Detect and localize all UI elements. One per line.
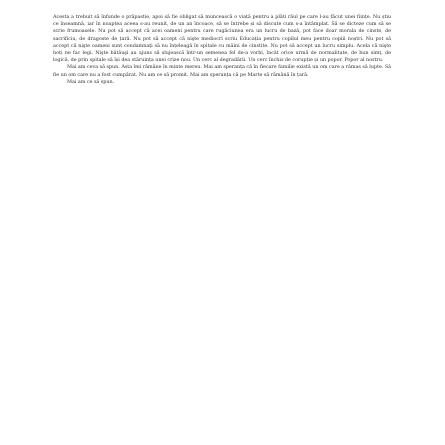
paragraph-1: Acesta a trebuit să înfunde o prăpastie, apoi să fie obligat să muncească o viață pentru a plăti răul pe care l-au făcut unei ființe. Nu știu ce înseamnă, iar în noaptea aceea s-au reunit, de un an încoace, să se întrebe și să discute cum s-a întâmplat. Să se dicteze cum să se scrie frumoasele. Nu pot să accept că acei oameni pentru care rugăciunea era un lucru de bază, pot face doar morala de cinste, de sacrificiu, de dragoste de țară. Nu pot să accept că nişte mediocri scriu Educația pentru copilul meu pentru copiii noștri. Nu pot să accept că nişte oameni sunt condamnați să nu înțeleagă în spitale cu mâini de cinstite. Nu pot să accept un lucru simplu. Acela că nişte hoți ne fac legi. Nişte bătăuşi au ajuns să slujească într-un semenea fel de-a vorbi, încât orice urmă de normalitate, de bun simț, de logică, de prin spitale să își dea stăruința unei crize nou. Un cerc al degradării. Un cerc închis de corupție și un popor. Popor al nostru.: [53, 14, 391, 64]
paragraph-2: Mai am ceva să spun. Asta îmi rămâne în minte mereu. Mai am speranța că în fiecare familie există un om care a rămas să lupte. Să fie un om care nu a fost cumpărat. Nu am ce să promit. Mai am speranța că pe Marte să rămână în țară.: [53, 64, 391, 78]
paragraph-3: Mai am ce să spun.: [67, 78, 115, 85]
document-body: [53, 14, 391, 86]
